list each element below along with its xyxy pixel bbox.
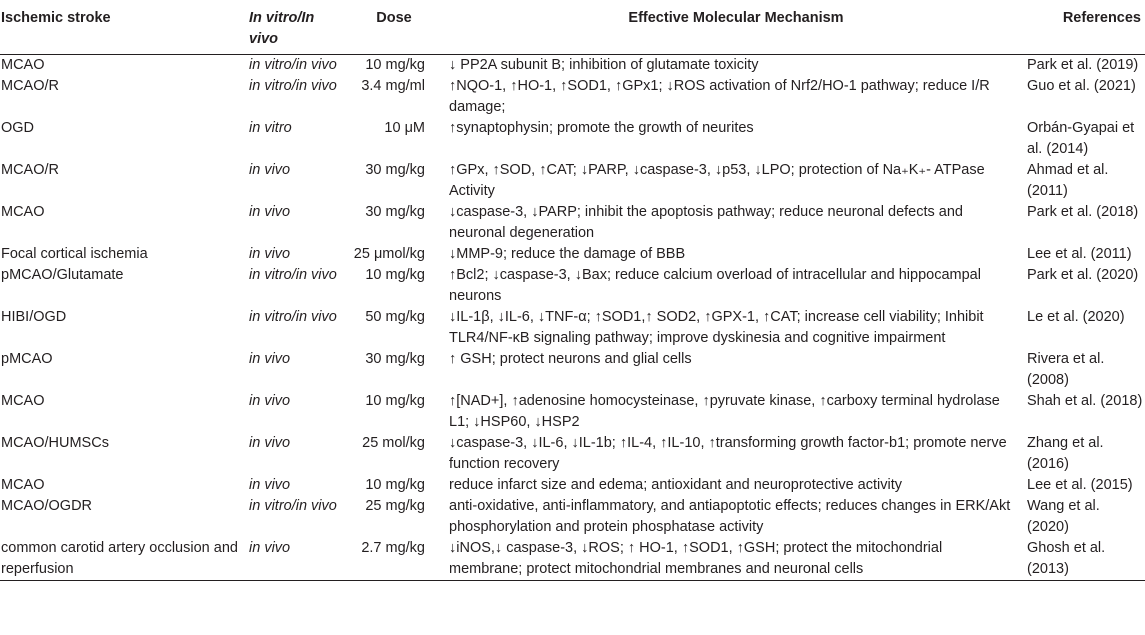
cell-mechanism: ↓caspase-3, ↓PARP; inhibit the apoptosis pathway; reduce neuronal defects and neuronal degeneration: [449, 204, 963, 241]
table-body: [0, 55, 1145, 581]
cell-mechanism: ↑ GSH; protect neurons and glial cells: [449, 351, 692, 367]
cell-ischemic-stroke: MCAO/R: [1, 78, 59, 94]
cell-reference: Park et al. (2019): [1027, 57, 1139, 73]
cell-mechanism: ↑GPx, ↑SOD, ↑CAT; ↓PARP, ↓caspase-3, ↓p53, ↓LPO; protection of Na₊K₊- ATPase Activity: [449, 162, 985, 199]
cell-mechanism: ↑Bcl2; ↓caspase-3, ↓Bax; reduce calcium overload of intracellular and hippocampal neurons: [449, 267, 981, 304]
cell-ischemic-stroke: HIBI/OGD: [1, 309, 67, 325]
cell-model: in vitro: [249, 120, 292, 136]
cell-dose: 30 mg/kg: [365, 351, 425, 367]
cell-model: in vivo: [249, 435, 291, 451]
cell-dose: 10 mg/kg: [365, 57, 425, 73]
cell-mechanism: ↓IL-1β, ↓IL-6, ↓TNF-α; ↑SOD1,↑ SOD2, ↑GPX-1, ↑CAT; increase cell viability; Inhibit TLR4/NF-κB signaling pathway; improve dyskinesia and cognitive impairment: [449, 309, 984, 346]
cell-dose: 3.4 mg/ml: [361, 78, 425, 94]
cell-model: in vitro/in vivo: [249, 267, 337, 283]
cell-dose: 10 mg/kg: [365, 267, 425, 283]
cell-reference: Shah et al. (2018): [1027, 393, 1143, 409]
cell-dose: 2.7 mg/kg: [341, 538, 447, 581]
cell-reference: Rivera et al. (2008): [1027, 351, 1105, 388]
cell-mechanism: ↓iNOS,↓ caspase-3, ↓ROS; ↑ HO-1, ↑SOD1, ↑GSH; protect the mitochondrial membrane; protect mitochondrial membranes and neuronal cells: [447, 538, 1025, 581]
cell-ischemic-stroke: MCAO: [1, 393, 45, 409]
cell-ischemic-stroke: Focal cortical ischemia: [1, 246, 148, 262]
cell-reference: Guo et al. (2021): [1027, 78, 1136, 94]
cell-mechanism: ↓caspase-3, ↓IL-6, ↓IL-1b; ↑IL-4, ↑IL-10, ↑transforming growth factor-b1; promote nerve function recovery: [449, 435, 1007, 472]
cell-model: in vitro/in vivo: [249, 498, 337, 514]
cell-reference: Le et al. (2020): [1027, 309, 1125, 325]
cell-reference: Zhang et al. (2016): [1027, 435, 1104, 472]
cell-model: in vivo: [247, 538, 341, 581]
cell-dose: 10 μM: [384, 120, 425, 136]
cell-model: in vitro/in vivo: [249, 57, 337, 73]
table-row: [0, 160, 1145, 202]
table-row: [0, 76, 1145, 118]
cell-reference: Park et al. (2018): [1027, 204, 1139, 220]
cell-model: in vitro/in vivo: [249, 309, 337, 325]
table-row: [0, 118, 1145, 160]
cell-ischemic-stroke: MCAO: [1, 57, 45, 73]
table-row: [0, 433, 1145, 475]
cell-reference: Lee et al. (2015): [1027, 477, 1133, 493]
cell-mechanism: ↑NQO-1, ↑HO-1, ↑SOD1, ↑GPx1; ↓ROS activation of Nrf2/HO-1 pathway; reduce I/R damage;: [449, 78, 990, 115]
header-model: In vitro/In vivo: [247, 0, 341, 55]
cell-ischemic-stroke: common carotid artery occlusion and reperfusion: [0, 538, 247, 581]
cell-ischemic-stroke: pMCAO: [1, 351, 53, 367]
cell-model: in vivo: [249, 393, 291, 409]
table-row: [0, 538, 1145, 581]
header-dose: Dose: [341, 0, 447, 55]
cell-dose: 30 mg/kg: [365, 204, 425, 220]
cell-dose: 25 mg/kg: [365, 498, 425, 514]
cell-model: in vivo: [249, 162, 291, 178]
cell-dose: 25 μmol/kg: [353, 246, 425, 262]
header-mechanism: Effective Molecular Mechanism: [447, 0, 1025, 55]
cell-reference: Ahmad et al. (2011): [1027, 162, 1109, 199]
cell-ischemic-stroke: MCAO/OGDR: [1, 498, 93, 514]
table-row: [0, 349, 1145, 391]
cell-reference: Park et al. (2020): [1027, 267, 1139, 283]
table-row: [0, 475, 1145, 496]
cell-mechanism: ↑[NAD+], ↑adenosine homocysteinase, ↑pyruvate kinase, ↑carboxy terminal hydrolase L1; ↓HSP60, ↓HSP2: [449, 393, 1000, 430]
cell-model: in vivo: [249, 477, 291, 493]
header-ischemic-stroke: Ischemic stroke: [0, 0, 247, 55]
cell-ischemic-stroke: MCAO/R: [1, 162, 59, 178]
cell-mechanism: ↑synaptophysin; promote the growth of neurites: [449, 120, 754, 136]
cell-reference: Orbán-Gyapai et al. (2014): [1027, 120, 1135, 157]
cell-ischemic-stroke: MCAO: [1, 204, 45, 220]
table-header-row: [0, 0, 1145, 55]
cell-ischemic-stroke: OGD: [1, 120, 35, 136]
table-row: [0, 55, 1145, 77]
table-row: [0, 244, 1145, 265]
cell-dose: 10 mg/kg: [365, 393, 425, 409]
cell-dose: 50 mg/kg: [365, 309, 425, 325]
cell-mechanism: ↓MMP-9; reduce the damage of BBB: [449, 246, 686, 262]
cell-mechanism: ↓ PP2A subunit B; inhibition of glutamate toxicity: [449, 57, 759, 73]
cell-model: in vivo: [249, 246, 291, 262]
cell-mechanism: reduce infarct size and edema; antioxidant and neuroprotective activity: [449, 477, 902, 493]
table-row: [0, 202, 1145, 244]
table-row: [0, 307, 1145, 349]
header-references: References: [1025, 0, 1145, 55]
cell-reference: Lee et al. (2011): [1027, 246, 1132, 262]
cell-ischemic-stroke: pMCAO/Glutamate: [1, 267, 124, 283]
cell-model: in vivo: [249, 204, 291, 220]
cell-mechanism: anti-oxidative, anti-inflammatory, and antiapoptotic effects; reduces changes in ERK/Akt phosphorylation and protein phosphatase activity: [449, 498, 1011, 535]
table-row: [0, 391, 1145, 433]
table-row: [0, 496, 1145, 538]
cell-ischemic-stroke: MCAO: [1, 477, 45, 493]
cell-model: in vivo: [249, 351, 291, 367]
cell-dose: 30 mg/kg: [365, 162, 425, 178]
table-row: [0, 265, 1145, 307]
cell-reference: Wang et al. (2020): [1027, 498, 1100, 535]
cell-ischemic-stroke: MCAO/HUMSCs: [1, 435, 109, 451]
cell-dose: 25 mol/kg: [362, 435, 425, 451]
cell-dose: 10 mg/kg: [365, 477, 425, 493]
cell-model: in vitro/in vivo: [249, 78, 337, 94]
cell-reference: Ghosh et al. (2013): [1025, 538, 1145, 581]
